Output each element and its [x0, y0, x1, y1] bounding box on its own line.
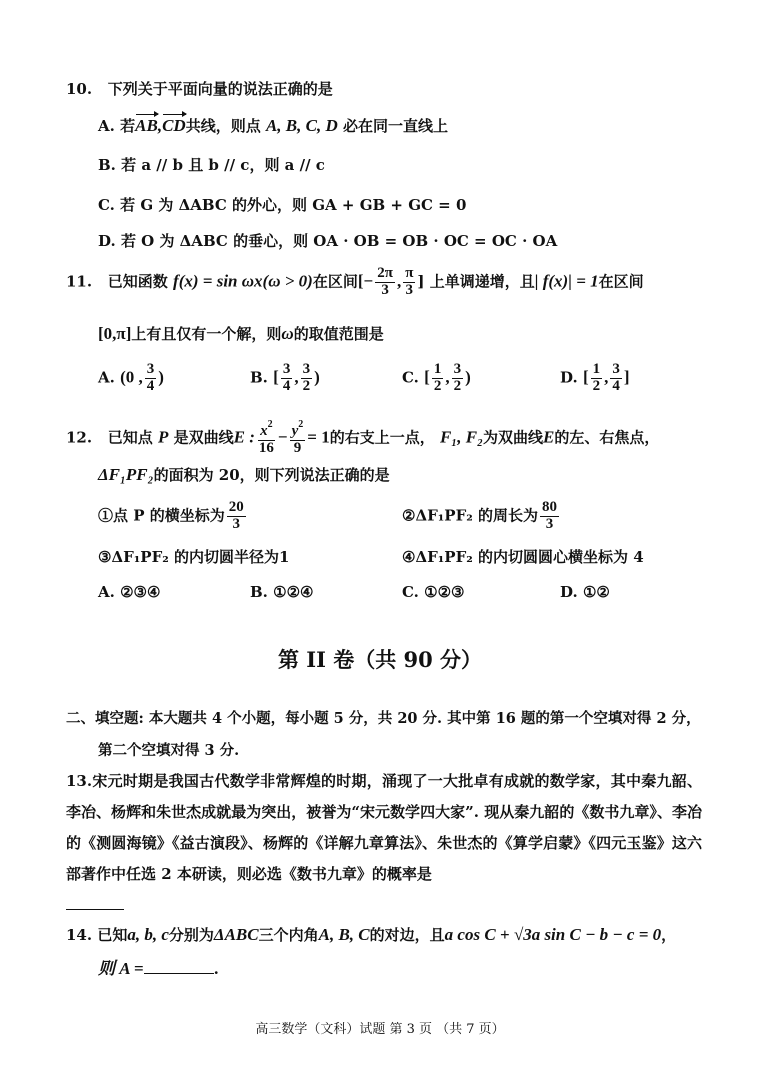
q11-option-a: A. (0 , $\frac{3}{4}$ )	[98, 361, 164, 394]
q12-statement-2: ②ΔF₁PF₂ 的周长为 $\frac{80}{3}$	[402, 499, 558, 532]
q12-option-a: A. ②③④	[98, 583, 161, 601]
section-title: 第 II 卷（共 90 分）	[277, 647, 483, 672]
q10-option-c: C. 若 G 为 ΔABC 的外心，则 GA + GB + GC = 0	[98, 196, 467, 214]
q11-line2: [0,π]上有且仅有一个解，则ω的取值范围是	[98, 324, 384, 343]
q10-option-b: B. 若 a // b 且 b // c，则 a // c	[98, 156, 325, 174]
q12-option-d: D. ①②	[560, 583, 610, 601]
q12-statement-4: ④ΔF₁PF₂ 的内切圆圆心横坐标为 4	[402, 548, 644, 566]
q11-option-b: B. [ $\frac{3}{4}$ , $\frac{3}{2}$ )	[250, 361, 320, 394]
q10-option-d: D. 若 O 为 ΔABC 的垂心，则 OA · OB = OB · OC = OC · OA	[98, 232, 558, 250]
q13-answer-blank[interactable]	[66, 909, 124, 910]
q12-line2: ΔF₁PF₂的面积为 20，则下列说法正确的是	[98, 465, 390, 484]
q14-line2: 则 A = .	[98, 959, 219, 978]
q12-statement-1: ①点 P 的横坐标为 $\frac{20}{3}$	[98, 499, 244, 532]
q11-option-c: C. [ $\frac{1}{2}$ , $\frac{3}{2}$ )	[402, 361, 471, 394]
q13-text: 13.宋元时期是我国古代数学非常辉煌的时期，涌现了一大批卓有成就的数学家，其中秦九韶、李冶、杨辉和朱世杰成就最为突出，被誉为“宋元数学四大家”. 现从秦九韶的《数书九章》、李冶的《测圆海镜》《益古演段》、杨辉的《详解九章算法》、朱世杰的《算学启蒙》《四元玉鉴》这六部著作中任选 2 本研读，则必选《数书九章》的概率是	[66, 766, 702, 921]
q10-option-a: A. 若AB,CD共线，则点 A, B, C, D 必在同一直线上	[98, 116, 448, 135]
page-footer: 高三数学（文科）试题 第 3 页 （共 7 页）	[255, 1022, 505, 1037]
fill-instructions-line1: 二、填空题: 本大题共 4 个小题，每小题 5 分，共 20 分. 其中第 16 题的第一个空填对得 2 分，	[66, 710, 701, 727]
q14-line1: 14. 已知a, b, c分别为ΔABC三个内角A, B, C的对边，且a cos C + √3a sin C − b − c = 0，	[66, 925, 677, 944]
q12-statement-3: ③ΔF₁PF₂ 的内切圆半径为1	[98, 548, 290, 566]
q11-line1: 11. 已知函数 f(x) = sin ωx(ω > 0)在区间[− $\frac{2\pi}{3}$ , $\frac{\pi}{3}$ ] 上单调递增，且| f(x)| = 1在区间	[66, 265, 644, 298]
q10-stem: 10. 下列关于平面向量的说法正确的是	[66, 80, 333, 98]
q12-line1: 12. 已知点 P 是双曲线E : $\frac{x^2}{16}$ − $\frac{y^2}{9}$ = 1的右支上一点， F₁, F₂为双曲线E的左、右焦点，	[66, 419, 660, 456]
q14-answer-blank[interactable]	[144, 973, 214, 974]
q11-option-d: D. [ $\frac{1}{2}$ , $\frac{3}{4}$ ]	[560, 361, 630, 394]
q12-option-c: C. ①②③	[402, 583, 465, 601]
q12-option-b: B. ①②④	[250, 583, 314, 601]
fill-instructions-line2: 第二个空填对得 3 分.	[98, 742, 240, 759]
